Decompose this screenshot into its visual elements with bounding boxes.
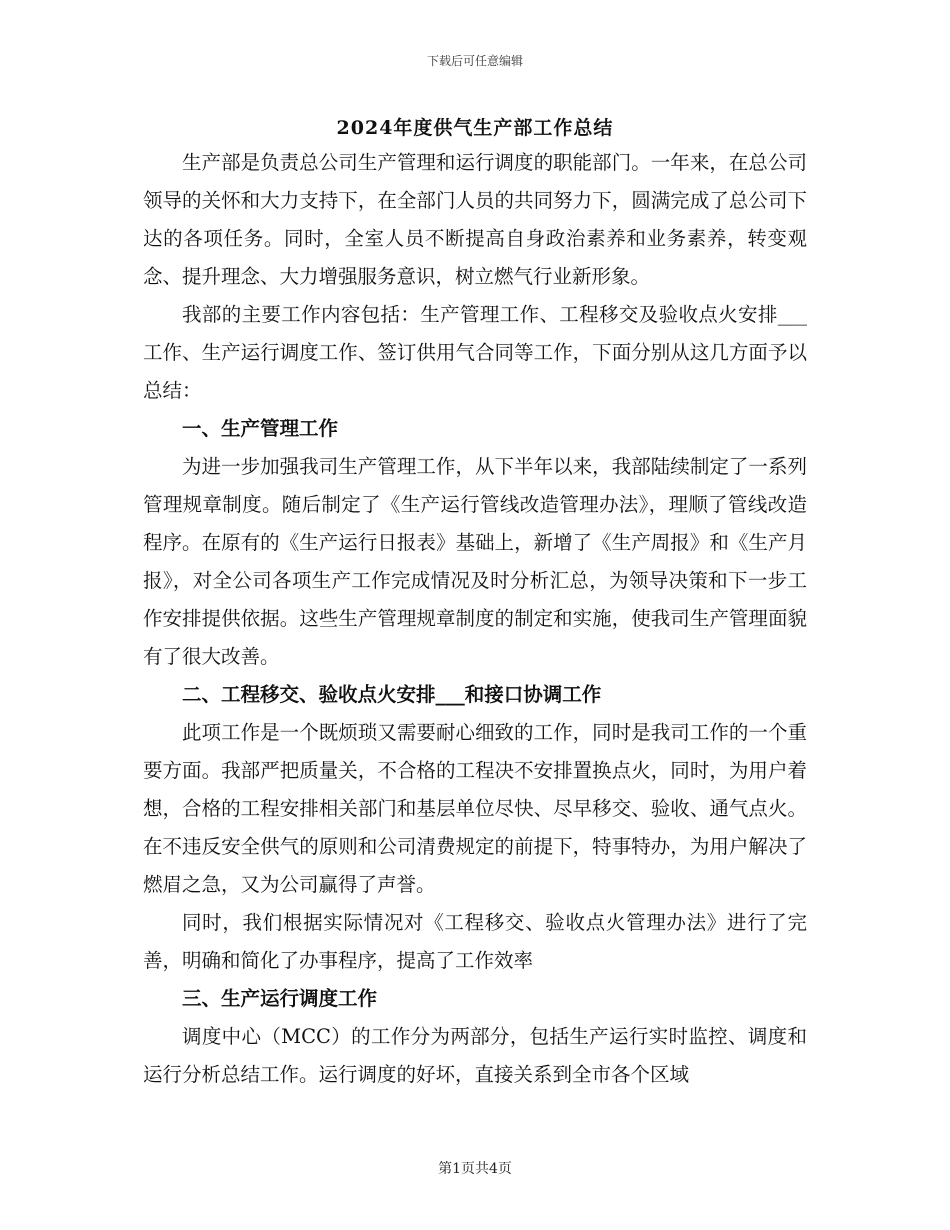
document-title: 2024年度供气生产部工作总结 [336, 117, 614, 139]
header-note: 下载后可任意编辑 [426, 54, 523, 68]
document-body [143, 144, 807, 1094]
section-heading: 三、生产运行调度工作 [182, 987, 378, 1010]
intro-paragraph: 我部的主要工作内容包括：生产管理工作、工程移交及验收点火安排___工作、生产运行调度工作、签订供用气合同等工作，下面分别从这几方面予以总结： [143, 303, 807, 402]
section-paragraph: 同时，我们根据实际情况对《工程移交、验收点火管理办法》进行了完善，明确和简化了办事程序，提高了工作效率 [143, 911, 807, 972]
section-heading: 一、生产管理工作 [182, 417, 339, 440]
page-indicator: 第1页共4页 [438, 1161, 512, 1177]
section-paragraph: 为进一步加强我司生产管理工作，从下半年以来，我部陆续制定了一系列管理规章制度。随后制定了《生产运行管线改造管理办法》，理顺了管线改造程序。在原有的《生产运行日报表》基础上，新增了《生产周报》和《生产月报》，对全公司各项生产工作完成情况及时分析汇总，为领导决策和下一步工作安排提供依据。这些生产管理规章制度的制定和实施，使我司生产管理面貌有了很大改善。 [143, 455, 807, 668]
section-paragraph: 此项工作是一个既烦琐又需要耐心细致的工作，同时是我司工作的一个重要方面。我部严把质量关，不合格的工程决不安排置换点火，同时，为用户着想，合格的工程安排相关部门和基层单位尽快、尽早移交、验收、通气点火。在不违反安全供气的原则和公司清费规定的前提下，特事特办，为用户解决了燃眉之急，又为公司赢得了声誉。 [143, 721, 807, 896]
intro-paragraph: 生产部是负责总公司生产管理和运行调度的职能部门。一年来，在总公司领导的关怀和大力支持下，在全部门人员的共同努力下，圆满完成了总公司下达的各项任务。同时，全室人员不断提高自身政治素养和业务素养，转变观念、提升理念、大力增强服务意识，树立燃气行业新形象。 [143, 151, 807, 288]
section-paragraph: 调度中心（MCC）的工作分为两部分，包括生产运行实时监控、调度和运行分析总结工作。运行调度的好坏，直接关系到全市各个区域 [143, 1025, 807, 1086]
section-heading: 二、工程移交、验收点火安排___和接口协调工作 [182, 683, 602, 706]
